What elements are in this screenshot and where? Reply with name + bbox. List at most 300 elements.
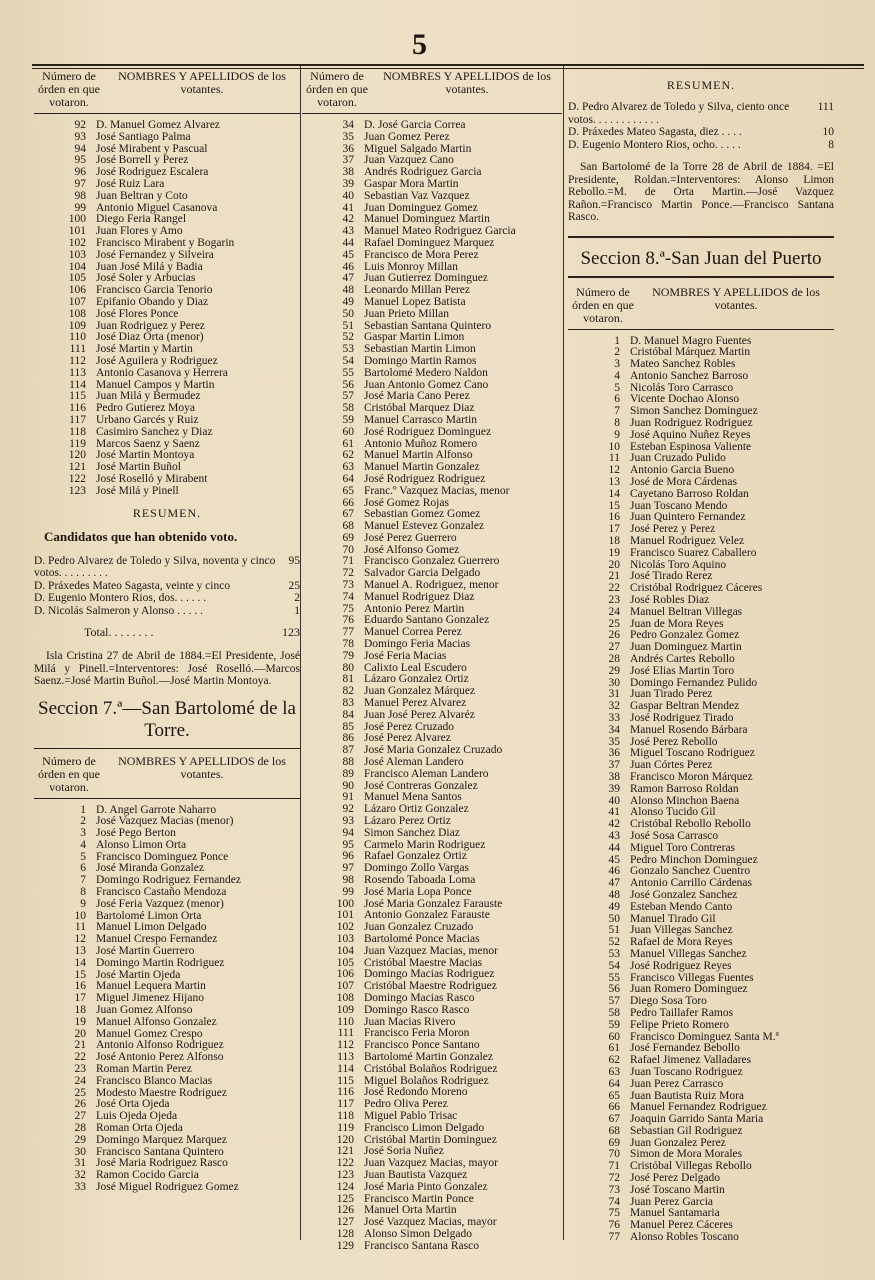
candidate-line <box>34 580 300 593</box>
voter-row <box>34 356 300 368</box>
voter-number: 70 <box>608 1148 620 1161</box>
voter-name: Juan Perez Garcia <box>630 1196 714 1208</box>
voter-name: Alonso Limon Orta <box>96 839 187 851</box>
voter-number: 108 <box>68 307 86 320</box>
voter-number: 29 <box>608 664 620 677</box>
voter-number: 12 <box>608 464 620 477</box>
voter-number: 11 <box>608 452 620 465</box>
voter-number: 16 <box>74 980 86 993</box>
voter-name: Manuel Rodriguez Diaz <box>364 591 475 603</box>
section-7-title: Seccion 7.ª—San Bartolomé de la Torre. <box>38 697 296 741</box>
voter-row <box>568 583 834 595</box>
candidate-votes: 8 <box>828 138 834 151</box>
voter-name: Sebastian Gomez Gomez <box>364 509 481 521</box>
voter-name: Rafael Jimenez Valladares <box>630 1055 752 1067</box>
candidate-votes: 111 <box>817 101 834 113</box>
voter-number: 55 <box>342 366 354 379</box>
column-1 <box>34 70 300 1194</box>
voter-number: 104 <box>68 260 86 273</box>
voter-row <box>568 489 834 501</box>
voter-row <box>568 560 834 572</box>
voter-number: 79 <box>342 649 354 662</box>
voter-number: 93 <box>74 130 86 143</box>
voter-number: 49 <box>342 295 354 308</box>
voter-row <box>568 890 834 902</box>
voter-number: 63 <box>342 461 354 474</box>
voter-row <box>302 946 562 958</box>
voter-row <box>302 297 562 309</box>
voter-number: 122 <box>336 1157 354 1170</box>
voter-name: Francisco Santana Quintero <box>96 1146 224 1158</box>
voter-row <box>568 595 834 607</box>
voter-number: 58 <box>342 402 354 415</box>
voter-name: Lázaro Ortiz Gonzalez <box>364 804 469 816</box>
voter-name: Sebastian Gil Rodriguez <box>630 1125 743 1137</box>
voter-name: Luis Monroy Millan <box>364 261 458 273</box>
voter-row <box>568 453 834 465</box>
voter-name: José Vazquez Macias (menor) <box>96 816 234 828</box>
voter-row <box>34 486 300 498</box>
voter-name: José Contreras Gonzalez <box>364 780 478 792</box>
voter-number: 1 <box>614 334 620 347</box>
voter-name: Antonio Casanova y Herrera <box>96 367 228 379</box>
voter-name: Casimiro Sanchez y Diaz <box>96 426 213 438</box>
voter-number: 102 <box>336 921 354 934</box>
order-number-header: Número de órden en que votaron. <box>38 69 100 109</box>
voter-number: 17 <box>608 523 620 536</box>
voter-name: Francisco de Mora Perez <box>364 249 479 261</box>
section-rule <box>34 748 300 749</box>
voter-number: 67 <box>342 508 354 521</box>
voter-row <box>568 866 834 878</box>
voter-name: José Fernandez y Silveira <box>96 249 214 261</box>
voter-name: José Mirabent y Pascual <box>96 143 208 155</box>
voter-number: 6 <box>80 862 86 875</box>
voter-name: Antonio Miguel Casanova <box>96 202 218 214</box>
voter-row <box>568 347 834 359</box>
voter-row <box>568 512 834 524</box>
voter-number: 64 <box>342 472 354 485</box>
top-rule <box>32 64 864 66</box>
voter-row <box>34 993 300 1005</box>
voter-number: 101 <box>336 909 354 922</box>
voter-name: Diego Feria Rangel <box>96 214 187 226</box>
voter-name: Juan José Milá y Badia <box>96 261 203 273</box>
voter-name: Sebastian Vaz Vazquez <box>364 190 470 202</box>
voter-number: 128 <box>336 1227 354 1240</box>
voter-row <box>302 745 562 757</box>
voter-row <box>34 1052 300 1064</box>
voter-name: Nicolás Toro Carrasco <box>630 382 734 394</box>
voter-name: Juan Vazquez Macias, mayor <box>364 1158 498 1170</box>
voter-row <box>302 816 562 828</box>
voter-row <box>568 678 834 690</box>
voter-number: 59 <box>342 413 354 426</box>
voter-row <box>34 238 300 250</box>
voter-row <box>568 772 834 784</box>
candidate-name: D. Práxedes Mateo Sagasta, veinte y cinco <box>34 579 231 592</box>
voter-name: Cristóbal Marquez Diaz <box>364 403 475 415</box>
voter-row <box>302 332 562 344</box>
voter-name: Nicolás Toro Aquino <box>630 559 727 571</box>
voter-number: 6 <box>614 393 620 406</box>
voter-name: Cristóbal Márquez Martin <box>630 347 751 359</box>
voter-number: 46 <box>608 865 620 878</box>
voter-number: 85 <box>342 720 354 733</box>
voter-row <box>568 1043 834 1055</box>
voter-number: 105 <box>68 272 86 285</box>
voter-name: José Rodriguez Tirado <box>630 713 734 724</box>
voter-row <box>568 819 834 831</box>
voter-number: 2 <box>614 346 620 359</box>
candidate-results <box>568 101 834 151</box>
voter-number: 61 <box>342 437 354 450</box>
voter-name: Manuel Mateo Rodriguez Garcia <box>364 226 516 238</box>
voter-row <box>568 1138 834 1150</box>
voter-number: 7 <box>614 405 620 418</box>
voter-name: Manuel Tirado Gil <box>630 913 716 925</box>
candidate-votes: 1 <box>294 604 300 617</box>
voter-row <box>568 619 834 631</box>
voter-row <box>302 132 562 144</box>
voter-number: 114 <box>69 378 86 391</box>
voter-number: 21 <box>608 570 620 583</box>
voter-number: 106 <box>336 968 354 981</box>
voter-number: 22 <box>74 1051 86 1064</box>
voter-row <box>34 250 300 262</box>
voter-name: José Martin y Martin <box>96 344 193 356</box>
voter-number: 102 <box>68 236 86 249</box>
voter-row <box>302 474 562 486</box>
voter-number: 26 <box>608 629 620 642</box>
voter-number: 29 <box>74 1133 86 1146</box>
voter-number: 14 <box>608 487 620 500</box>
voter-row <box>568 1008 834 1020</box>
voter-row <box>568 630 834 642</box>
voter-row <box>568 996 834 1008</box>
voter-number: 108 <box>336 991 354 1004</box>
section-7-header <box>34 755 300 794</box>
voter-row <box>302 486 562 498</box>
voter-row <box>568 725 834 737</box>
voter-number: 31 <box>608 688 620 701</box>
voter-row <box>302 769 562 781</box>
voter-row <box>568 1232 834 1244</box>
voter-name: Cristóbal Maestre Macias <box>364 957 483 969</box>
voter-name: Roman Orta Ojeda <box>96 1123 183 1135</box>
voter-row <box>568 902 834 914</box>
voter-name: Bartolomé Ponce Macias <box>364 933 480 945</box>
section-rule <box>568 276 834 278</box>
voter-row <box>302 439 562 451</box>
voter-row <box>302 1182 562 1194</box>
voter-number: 107 <box>68 295 86 308</box>
candidate-votes: 25 <box>288 579 300 592</box>
voter-name: José Rodriguez Dominguez <box>364 426 492 438</box>
voter-number: 1 <box>80 803 86 816</box>
voter-number: 46 <box>342 260 354 273</box>
order-number-header: Número de órden en que votaron. <box>572 284 634 325</box>
voter-row <box>568 1114 834 1126</box>
voter-number: 68 <box>608 1124 620 1137</box>
voter-name: Juan Dominguez Gomez <box>364 202 478 214</box>
header-rule <box>34 798 300 799</box>
voter-row <box>302 875 562 887</box>
voter-row <box>302 521 562 533</box>
voter-number: 18 <box>608 535 620 548</box>
voter-name: José Aleman Landero <box>364 757 464 769</box>
voter-row <box>302 391 562 403</box>
voter-name: Bartolomé Medero Naldon <box>364 367 488 379</box>
voter-number: 101 <box>68 225 86 238</box>
voter-number: 122 <box>68 472 86 485</box>
voter-number: 87 <box>342 744 354 757</box>
voter-name: Antonio Muñoz Romero <box>364 438 478 450</box>
voter-number: 72 <box>342 567 354 580</box>
voter-number: 9 <box>80 897 86 910</box>
voter-number: 83 <box>342 697 354 710</box>
voter-name: Manuel Martin Alfonso <box>364 450 473 462</box>
voter-name: Gaspar Beltran Mendez <box>630 701 740 713</box>
voter-number: 13 <box>74 945 86 958</box>
voter-number: 90 <box>342 779 354 792</box>
voter-number: 35 <box>608 735 620 748</box>
voter-name: Juan Romero Dominguez <box>630 984 748 996</box>
voter-name: Andrés Cartes Rebollo <box>630 654 735 666</box>
voter-row <box>302 804 562 816</box>
voter-number: 94 <box>74 142 86 155</box>
voter-number: 61 <box>608 1042 620 1055</box>
voter-number: 125 <box>336 1192 354 1205</box>
voter-name: Sebastian Martin Limon <box>364 344 476 356</box>
voter-name: Juan Cruzado Pulido <box>630 453 726 465</box>
voter-number: 117 <box>337 1098 354 1111</box>
voter-name: Miguel Toro Contreras <box>630 842 736 854</box>
voter-row <box>302 427 562 439</box>
total-line <box>34 625 300 640</box>
voter-row <box>302 1123 562 1135</box>
voter-name: Domingo Rodriguez Fernandez <box>96 875 241 887</box>
voter-row <box>34 1064 300 1076</box>
voter-number: 30 <box>608 676 620 689</box>
voter-number: 100 <box>68 213 86 226</box>
voter-name: Antonio Garcia Bueno <box>630 465 735 477</box>
voter-number: 114 <box>337 1062 354 1075</box>
voter-row <box>34 887 300 899</box>
voter-name: Francisco Aleman Landero <box>364 768 489 780</box>
voter-name: Domingo Rasco Rasco <box>364 1004 470 1016</box>
voter-row <box>302 356 562 368</box>
voter-name: Manuel Villegas Sanchez <box>630 948 747 960</box>
voter-name: Andrés Rodriguez Garcia <box>364 167 482 179</box>
voter-name: José Feria Vazquez (menor) <box>96 898 224 910</box>
voter-number: 41 <box>608 806 620 819</box>
voter-row <box>302 167 562 179</box>
voter-name: Leonardo Millan Perez <box>364 285 471 297</box>
voter-number: 66 <box>608 1101 620 1114</box>
voter-row <box>568 548 834 560</box>
voter-number: 52 <box>608 936 620 949</box>
voter-row <box>568 1126 834 1138</box>
voter-name: Manuel Carrasco Martin <box>364 414 478 426</box>
voter-row <box>302 568 562 580</box>
voter-name: Francisco Mirabent y Bogarin <box>96 237 235 249</box>
voter-name: Juan Antonio Gomez Cano <box>364 379 489 391</box>
voter-number: 115 <box>69 390 86 403</box>
voter-name: José Aquino Nuñez Reyes <box>630 429 751 441</box>
voter-row <box>302 698 562 710</box>
voter-row <box>302 273 562 285</box>
column-2 <box>302 70 562 1253</box>
voter-number: 51 <box>342 319 354 332</box>
voter-number: 10 <box>608 440 620 453</box>
voter-row <box>302 1241 562 1253</box>
voter-name: Francisco Limon Delgado <box>364 1122 485 1134</box>
candidate-line <box>34 605 300 618</box>
voter-number: 28 <box>74 1122 86 1135</box>
candidate-name: D. Práxedes Mateo Sagasta, diez . . . . <box>568 126 742 138</box>
voter-row <box>302 262 562 274</box>
voter-name: José Gonzalez Sanchez <box>630 889 738 901</box>
voter-row <box>34 415 300 427</box>
voter-name: Francisco Dominguez Santa M.ª <box>630 1031 779 1043</box>
voter-number: 56 <box>342 378 354 391</box>
voter-number: 64 <box>608 1077 620 1090</box>
voter-name: Lázaro Perez Ortiz <box>364 816 451 828</box>
voter-number: 84 <box>342 708 354 721</box>
voter-row <box>34 120 300 132</box>
voter-row <box>34 1111 300 1123</box>
voter-number: 62 <box>342 449 354 462</box>
voter-name: Marcos Saenz y Saenz <box>96 438 200 450</box>
voter-number: 69 <box>608 1136 620 1149</box>
candidate-name: D. Eugenio Montero Rios, ocho. . . . . <box>568 138 741 151</box>
voter-name: Antonio Carrillo Cárdenas <box>630 878 753 890</box>
voter-number: 54 <box>342 354 354 367</box>
voter-name: Eduardo Santano Gonzalez <box>364 615 490 627</box>
voter-row <box>302 686 562 698</box>
voter-number: 53 <box>342 343 354 356</box>
voter-row <box>302 498 562 510</box>
voter-number: 24 <box>74 1074 86 1087</box>
voter-number: 34 <box>342 119 354 131</box>
voter-row <box>34 1017 300 1029</box>
voter-name: D. Manuel Gomez Alvarez <box>96 120 220 131</box>
voter-name: Calixto Leal Escudero <box>364 662 467 674</box>
voter-name: Simon de Mora Morales <box>630 1149 743 1161</box>
voter-row <box>34 132 300 144</box>
voter-name: Diego Sosa Toro <box>630 996 707 1008</box>
voter-number: 54 <box>608 959 620 972</box>
voter-row <box>568 666 834 678</box>
voter-number: 105 <box>336 956 354 969</box>
voter-number: 75 <box>608 1207 620 1220</box>
voter-row <box>302 722 562 734</box>
voter-number: 49 <box>608 900 620 913</box>
voter-number: 10 <box>74 909 86 922</box>
voter-list-section-7-cont <box>302 120 562 1253</box>
voter-name: Juan Bautista Vazquez <box>364 1169 468 1181</box>
voter-number: 123 <box>336 1168 354 1181</box>
order-number-header: Número de órden en que votaron. <box>38 753 100 794</box>
header-rule <box>302 113 562 114</box>
voter-row <box>302 368 562 380</box>
voter-number: 92 <box>342 803 354 816</box>
voter-number: 97 <box>74 177 86 190</box>
voter-number: 110 <box>69 331 86 344</box>
voter-name: Manuel Dominguez Martin <box>364 214 490 226</box>
voter-row <box>302 203 562 215</box>
voter-number: 94 <box>342 826 354 839</box>
voter-name: José Rodriguez Escalera <box>96 167 209 179</box>
voter-name: Domingo Martin Ramos <box>364 355 477 367</box>
voter-number: 123 <box>68 484 86 497</box>
voter-number: 4 <box>614 369 620 382</box>
voter-row <box>34 911 300 923</box>
voter-list-section-8 <box>568 336 834 1244</box>
voter-number: 78 <box>342 638 354 651</box>
voter-name: José Perez y Perez <box>630 524 716 536</box>
voter-number: 116 <box>69 402 86 415</box>
voter-row <box>34 863 300 875</box>
voter-row <box>568 1091 834 1103</box>
voter-number: 37 <box>342 154 354 167</box>
voter-number: 5 <box>614 381 620 394</box>
voter-name: José Soler y Arbucias <box>96 273 196 285</box>
voter-number: 36 <box>608 747 620 760</box>
voter-number: 34 <box>608 723 620 736</box>
voter-name: Manuel Santamaria <box>630 1208 720 1220</box>
voter-number: 45 <box>342 248 354 261</box>
header-rule <box>34 113 300 114</box>
voter-name: Sebastian Santana Quintero <box>364 320 492 332</box>
order-number-header: Número de órden en que votaron. <box>306 69 368 109</box>
voter-name: Manuel Rodriguez Velez <box>630 536 745 548</box>
voter-row <box>34 840 300 852</box>
voter-row <box>34 144 300 156</box>
voter-number: 47 <box>342 272 354 285</box>
voter-number: 80 <box>342 661 354 674</box>
voter-name: José Perez Delgado <box>630 1173 721 1185</box>
voter-name: José Fernandez Bebollo <box>630 1043 740 1055</box>
voter-number: 88 <box>342 756 354 769</box>
voter-number: 66 <box>342 496 354 509</box>
voter-number: 98 <box>74 189 86 202</box>
voter-number: 68 <box>342 520 354 533</box>
voter-name: D. Angel Garrote Naharro <box>96 804 217 816</box>
voter-number: 103 <box>68 248 86 261</box>
voter-name: José Perez Alvarez <box>364 733 451 745</box>
voter-row <box>568 689 834 701</box>
voter-name: Juan Gomez Perez <box>364 131 450 143</box>
voter-number: 69 <box>342 531 354 544</box>
voter-number: 53 <box>608 947 620 960</box>
voter-row <box>568 855 834 867</box>
voter-name: Salvador Garcia Delgado <box>364 568 481 580</box>
voter-row <box>302 226 562 238</box>
voter-number: 81 <box>342 673 354 686</box>
voter-name: Juan Prieto Millan <box>364 308 449 320</box>
voter-number: 23 <box>608 594 620 607</box>
voter-row <box>302 179 562 191</box>
voter-number: 112 <box>337 1039 354 1052</box>
voter-name: Miguel Pablo Trisac <box>364 1110 458 1122</box>
voter-row <box>568 784 834 796</box>
voter-number: 62 <box>608 1054 620 1067</box>
column-3 <box>568 70 834 1244</box>
voter-number: 109 <box>336 1003 354 1016</box>
voter-row <box>34 297 300 309</box>
